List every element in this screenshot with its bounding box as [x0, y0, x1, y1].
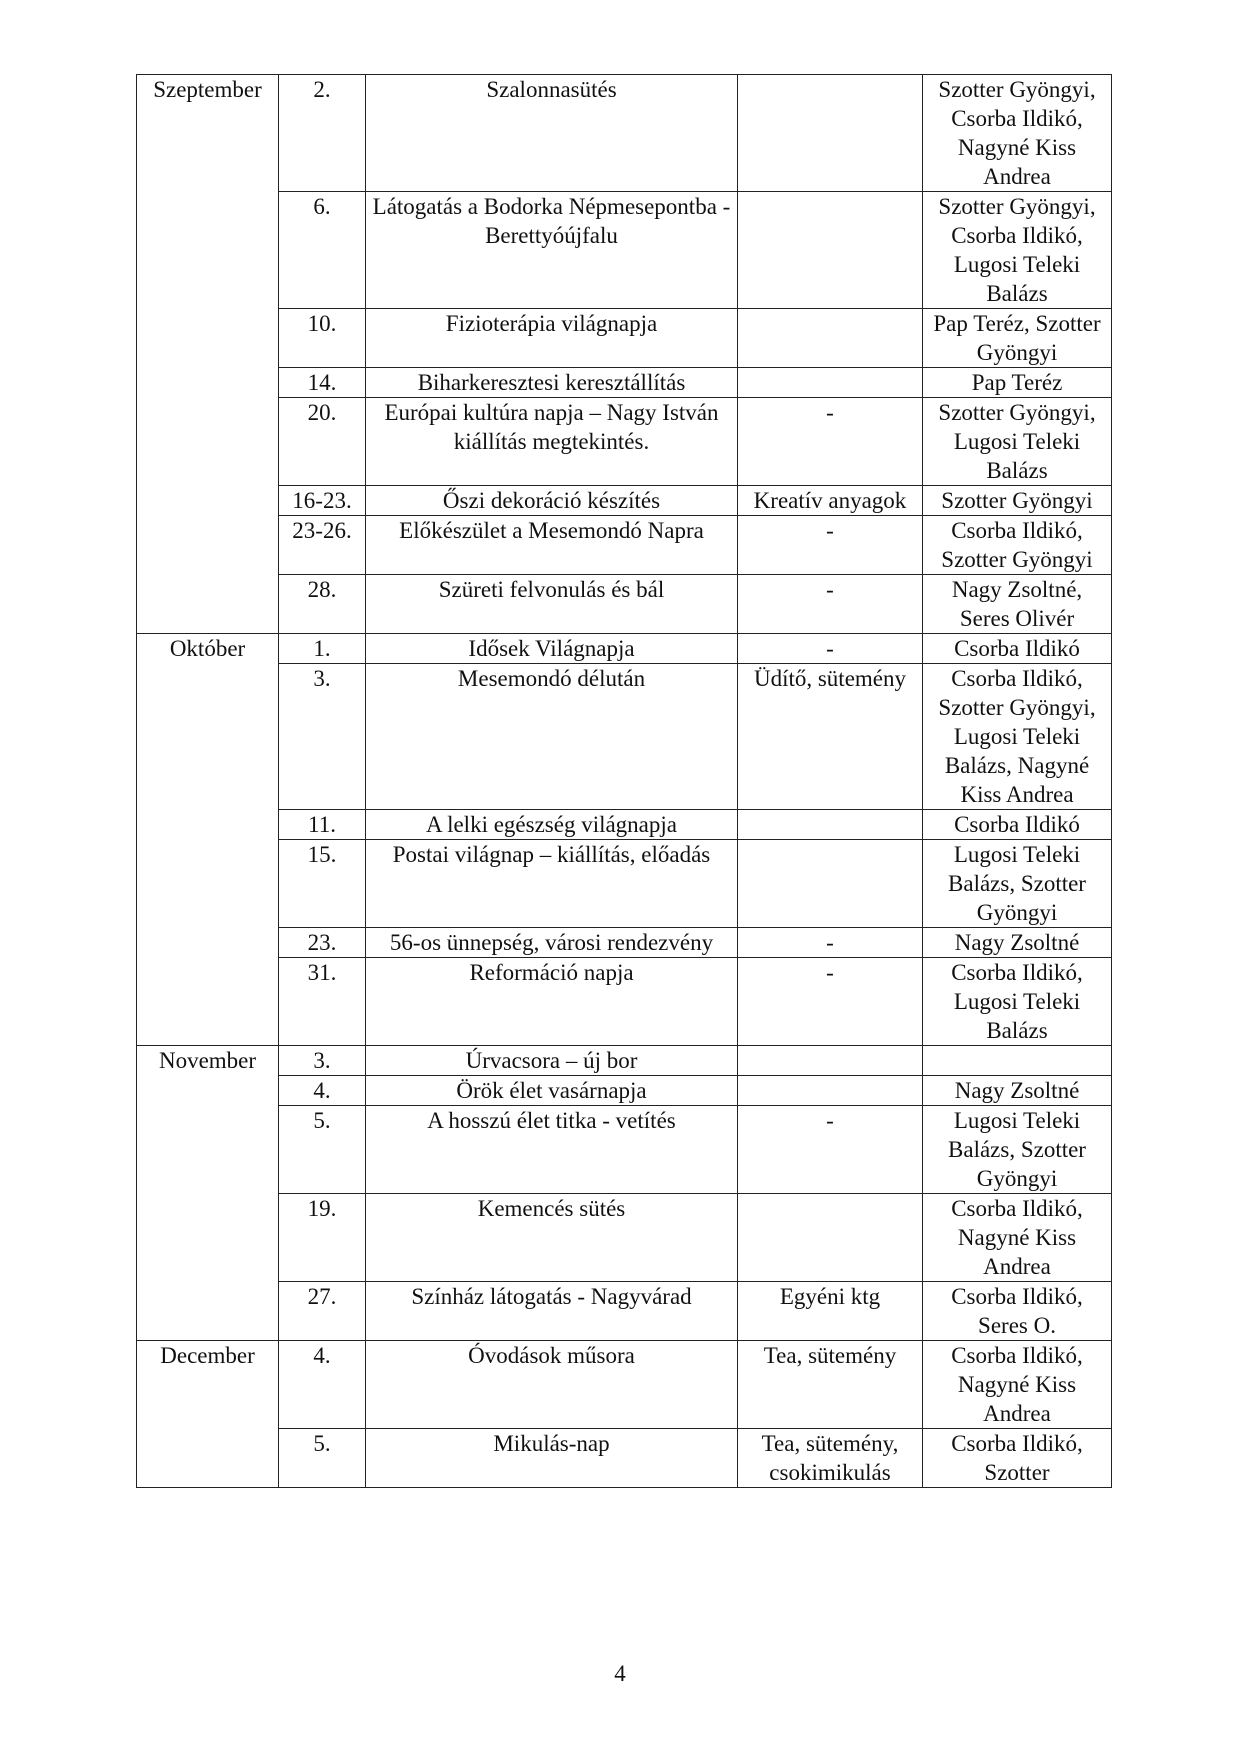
table-row: [137, 840, 1112, 928]
cost-cell: [738, 309, 923, 368]
table-row: [137, 398, 1112, 486]
responsible-cell: Pap Teréz: [923, 368, 1112, 398]
table-row: [137, 664, 1112, 810]
event-cell: Örök élet vasárnapja: [366, 1076, 738, 1106]
event-cell: Postai világnap – kiállítás, előadás: [366, 840, 738, 928]
event-cell: Előkészület a Mesemondó Napra: [366, 516, 738, 575]
day-cell: 19.: [279, 1194, 366, 1282]
day-cell: 20.: [279, 398, 366, 486]
day-cell: 15.: [279, 840, 366, 928]
day-cell: 1.: [279, 634, 366, 664]
table-row: [137, 575, 1112, 634]
month-cell: Szeptember: [137, 75, 279, 634]
responsible-cell: Szotter Gyöngyi, Csorba Ildikó, Nagyné Kiss Andrea: [923, 75, 1112, 192]
cost-cell: -: [738, 958, 923, 1046]
table-row: [137, 1194, 1112, 1282]
month-cell: November: [137, 1046, 279, 1341]
cost-cell: [738, 75, 923, 192]
cost-cell: Kreatív anyagok: [738, 486, 923, 516]
table-row: [137, 1076, 1112, 1106]
cost-cell: -: [738, 928, 923, 958]
schedule-body: [137, 75, 1112, 1488]
event-cell: Őszi dekoráció készítés: [366, 486, 738, 516]
responsible-cell: Pap Teréz, Szotter Gyöngyi: [923, 309, 1112, 368]
day-cell: 23-26.: [279, 516, 366, 575]
cost-cell: Tea, sütemény: [738, 1341, 923, 1429]
table-row: [137, 516, 1112, 575]
responsible-cell: Csorba Ildikó: [923, 810, 1112, 840]
event-cell: Óvodások műsora: [366, 1341, 738, 1429]
event-cell: Szalonnasütés: [366, 75, 738, 192]
cost-cell: [738, 810, 923, 840]
responsible-cell: Lugosi Teleki Balázs, Szotter Gyöngyi: [923, 1106, 1112, 1194]
event-cell: Mesemondó délután: [366, 664, 738, 810]
responsible-cell: Csorba Ildikó, Szotter Gyöngyi: [923, 516, 1112, 575]
event-cell: Úrvacsora – új bor: [366, 1046, 738, 1076]
schedule-table: [136, 74, 1112, 1488]
cost-cell: [738, 192, 923, 309]
responsible-cell: Csorba Ildikó, Seres O.: [923, 1282, 1112, 1341]
day-cell: 4.: [279, 1076, 366, 1106]
cost-cell: [738, 840, 923, 928]
table-row: [137, 928, 1112, 958]
table-row: [137, 1282, 1112, 1341]
responsible-cell: Csorba Ildikó, Szotter: [923, 1429, 1112, 1488]
responsible-cell: Nagy Zsoltné: [923, 1076, 1112, 1106]
page-number: 4: [614, 1661, 626, 1686]
cost-cell: -: [738, 516, 923, 575]
event-cell: Látogatás a Bodorka Népmesepontba - Berettyóújfalu: [366, 192, 738, 309]
event-cell: Szüreti felvonulás és bál: [366, 575, 738, 634]
month-cell: Október: [137, 634, 279, 1046]
cost-cell: -: [738, 1106, 923, 1194]
cost-cell: [738, 1076, 923, 1106]
responsible-cell: Szotter Gyöngyi, Lugosi Teleki Balázs: [923, 398, 1112, 486]
day-cell: 2.: [279, 75, 366, 192]
responsible-cell: Csorba Ildikó, Lugosi Teleki Balázs: [923, 958, 1112, 1046]
responsible-cell: Nagy Zsoltné, Seres Olivér: [923, 575, 1112, 634]
day-cell: 3.: [279, 664, 366, 810]
event-cell: Kemencés sütés: [366, 1194, 738, 1282]
table-row: [137, 368, 1112, 398]
event-cell: Európai kultúra napja – Nagy István kiállítás megtekintés.: [366, 398, 738, 486]
responsible-cell: Csorba Ildikó: [923, 634, 1112, 664]
cost-cell: Egyéni ktg: [738, 1282, 923, 1341]
cost-cell: Tea, sütemény, csokimikulás: [738, 1429, 923, 1488]
day-cell: 28.: [279, 575, 366, 634]
event-cell: Mikulás-nap: [366, 1429, 738, 1488]
cost-cell: -: [738, 398, 923, 486]
table-row: [137, 1046, 1112, 1076]
table-row: [137, 192, 1112, 309]
table-row: [137, 1106, 1112, 1194]
day-cell: 6.: [279, 192, 366, 309]
cost-cell: -: [738, 575, 923, 634]
cost-cell: [738, 1194, 923, 1282]
table-row: [137, 486, 1112, 516]
event-cell: Reformáció napja: [366, 958, 738, 1046]
day-cell: 31.: [279, 958, 366, 1046]
day-cell: 5.: [279, 1429, 366, 1488]
responsible-cell: Csorba Ildikó, Nagyné Kiss Andrea: [923, 1341, 1112, 1429]
day-cell: 3.: [279, 1046, 366, 1076]
responsible-cell: Csorba Ildikó, Nagyné Kiss Andrea: [923, 1194, 1112, 1282]
day-cell: 16-23.: [279, 486, 366, 516]
cost-cell: -: [738, 634, 923, 664]
event-cell: 56-os ünnepség, városi rendezvény: [366, 928, 738, 958]
table-row: [137, 958, 1112, 1046]
responsible-cell: Szotter Gyöngyi, Csorba Ildikó, Lugosi Teleki Balázs: [923, 192, 1112, 309]
event-cell: Idősek Világnapja: [366, 634, 738, 664]
event-cell: A lelki egészség világnapja: [366, 810, 738, 840]
day-cell: 11.: [279, 810, 366, 840]
event-cell: A hosszú élet titka - vetítés: [366, 1106, 738, 1194]
day-cell: 10.: [279, 309, 366, 368]
table-row: [137, 810, 1112, 840]
responsible-cell: Szotter Gyöngyi: [923, 486, 1112, 516]
day-cell: 5.: [279, 1106, 366, 1194]
day-cell: 4.: [279, 1341, 366, 1429]
responsible-cell: [923, 1046, 1112, 1076]
day-cell: 27.: [279, 1282, 366, 1341]
cost-cell: [738, 1046, 923, 1076]
event-cell: Színház látogatás - Nagyvárad: [366, 1282, 738, 1341]
event-cell: Biharkeresztesi keresztállítás: [366, 368, 738, 398]
event-cell: Fizioterápia világnapja: [366, 309, 738, 368]
table-row: [137, 75, 1112, 192]
responsible-cell: Csorba Ildikó, Szotter Gyöngyi, Lugosi Teleki Balázs, Nagyné Kiss Andrea: [923, 664, 1112, 810]
table-row: [137, 1341, 1112, 1429]
table-row: [137, 1429, 1112, 1488]
day-cell: 23.: [279, 928, 366, 958]
month-cell: December: [137, 1341, 279, 1488]
responsible-cell: Nagy Zsoltné: [923, 928, 1112, 958]
cost-cell: [738, 368, 923, 398]
cost-cell: Üdítő, sütemény: [738, 664, 923, 810]
day-cell: 14.: [279, 368, 366, 398]
responsible-cell: Lugosi Teleki Balázs, Szotter Gyöngyi: [923, 840, 1112, 928]
table-row: [137, 634, 1112, 664]
table-row: [137, 309, 1112, 368]
